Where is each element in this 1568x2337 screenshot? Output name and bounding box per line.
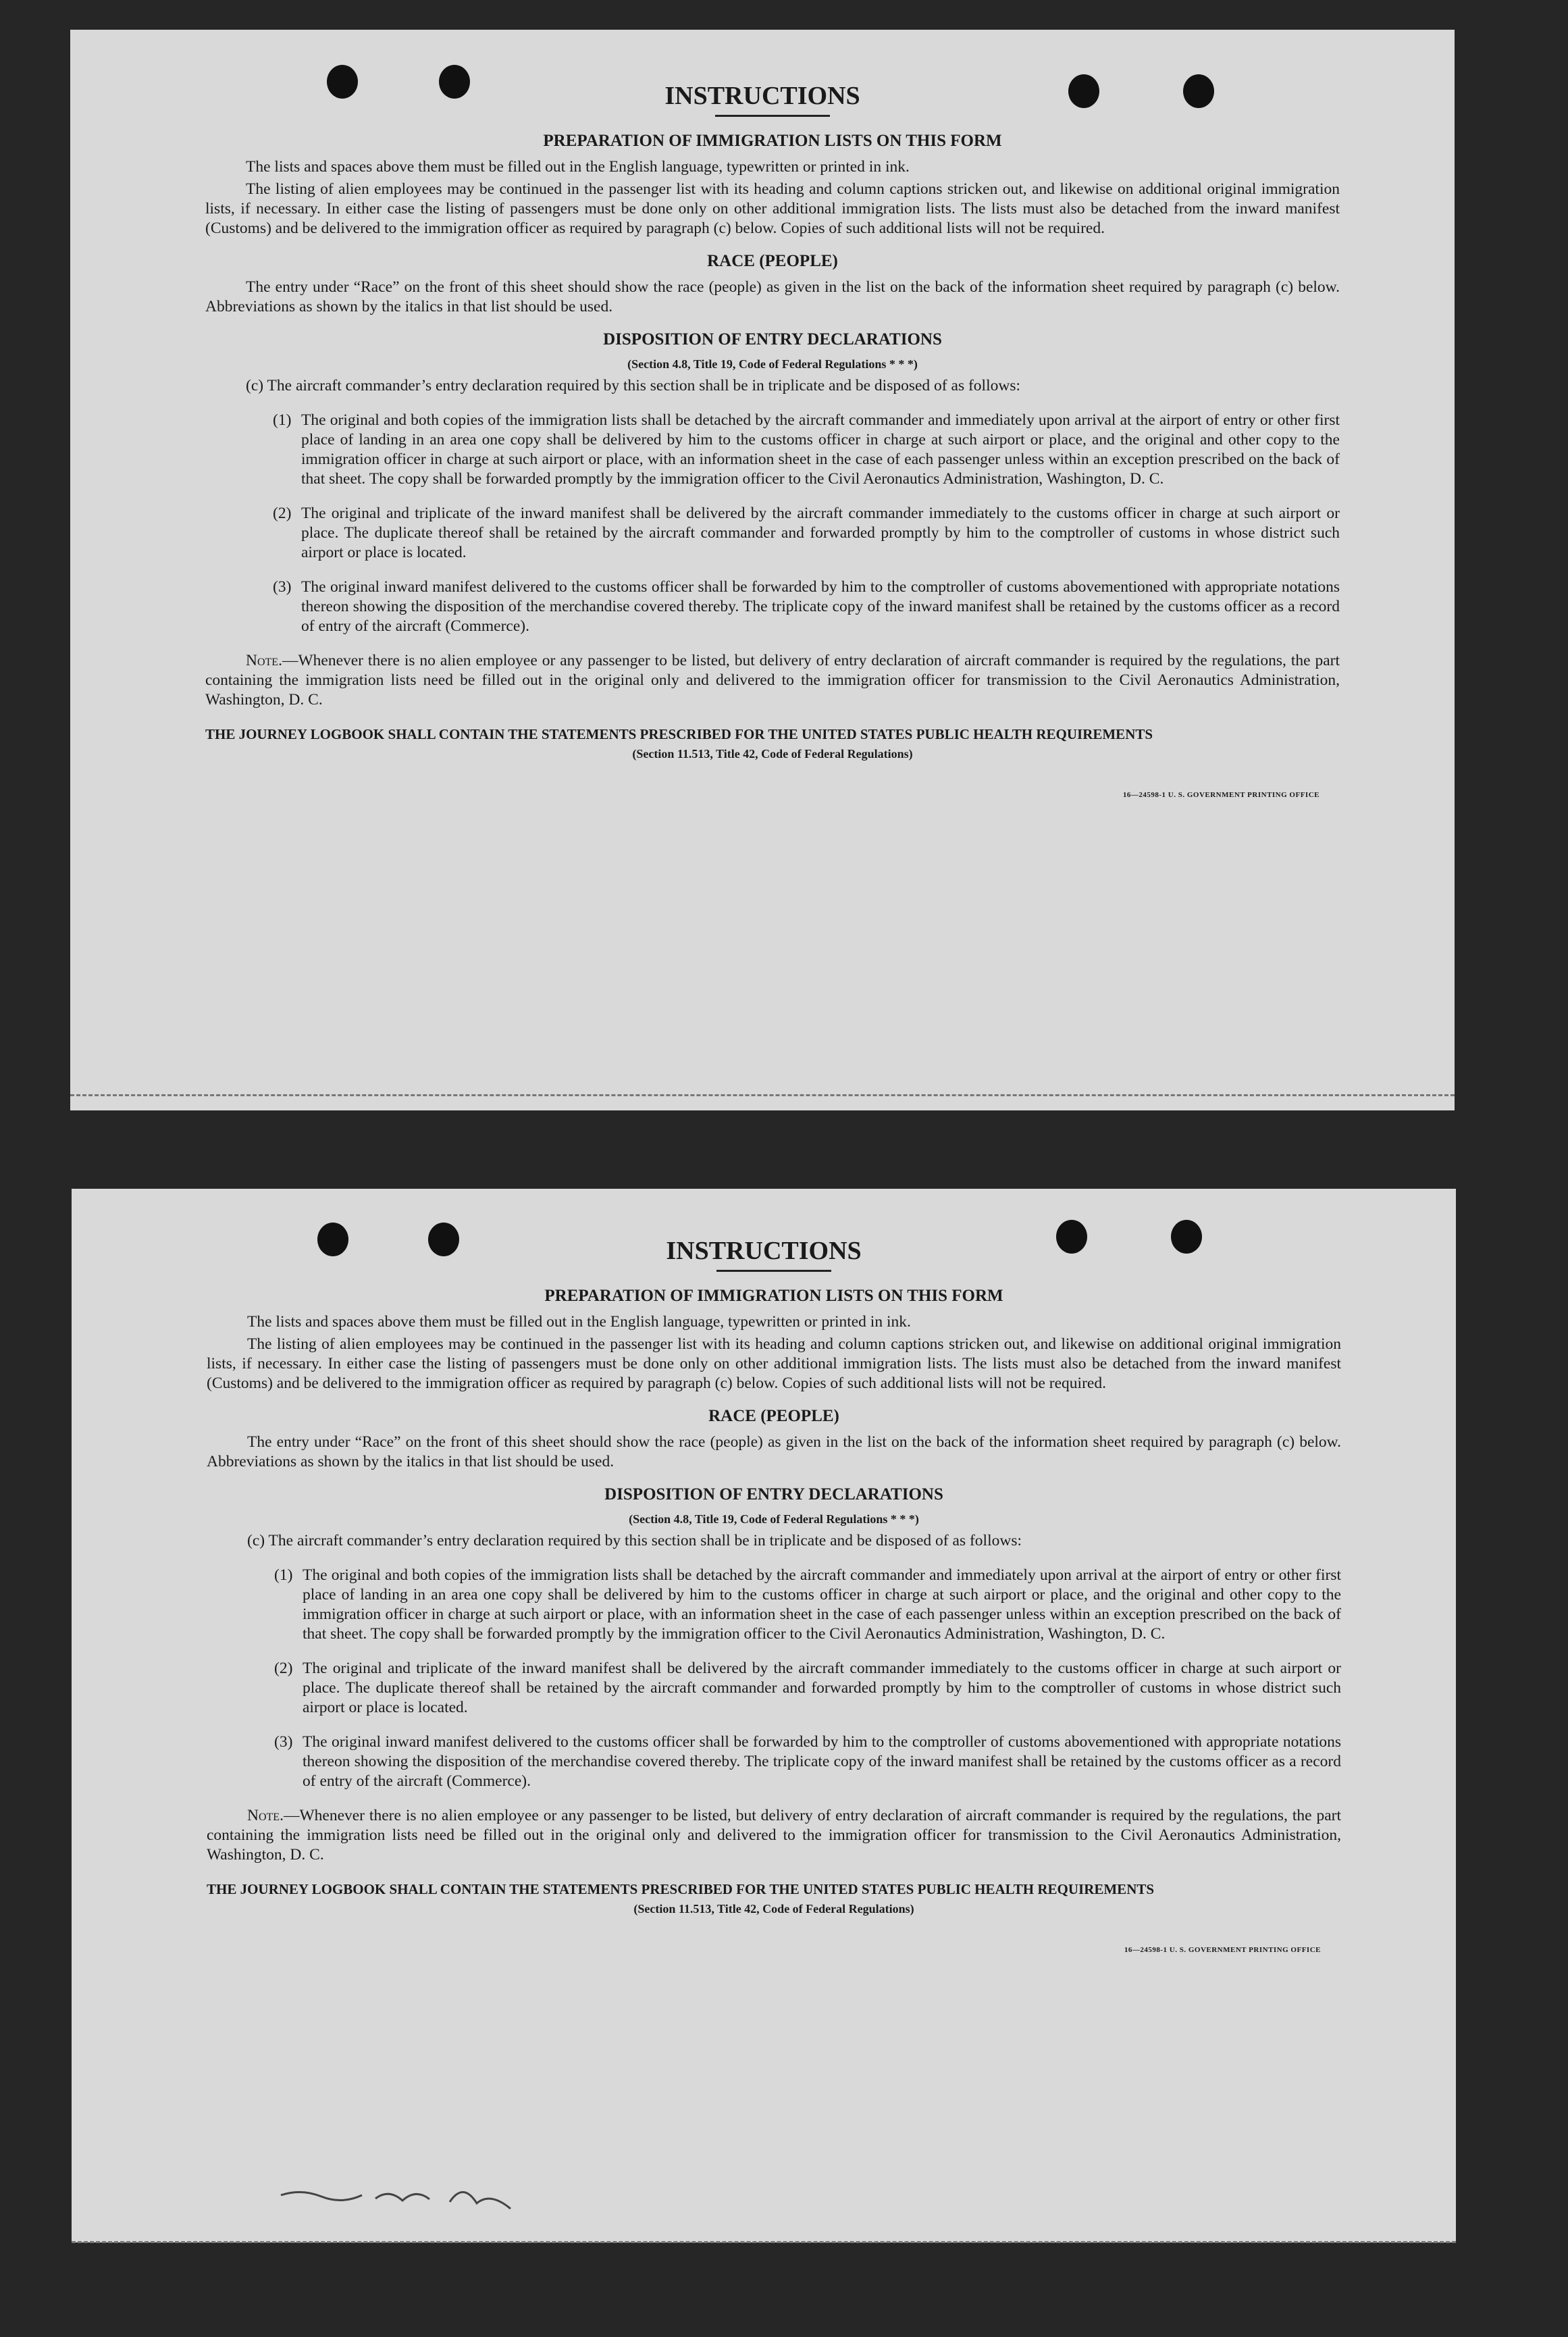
list-item [205, 411, 1340, 489]
paragraph: The entry under “Race” on the front of this sheet should show the race (people) as given in the list on the back of the information sheet required by paragraph (c) below. Abbreviations as shown by the italics in that list should be used. [205, 278, 1340, 315]
paragraph: The entry under “Race” on the front of this sheet should show the race (people) as given in the list on the back of the information sheet required by paragraph (c) below. Abbreviations as shown by the italics in that list should be used. [207, 1433, 1341, 1470]
paragraph: The lists and spaces above them must be filled out in the English language, typewritten or printed in ink. [247, 1313, 911, 1331]
item-text: The original and both copies of the immigration lists shall be detached by the aircraft commander and immediately upon arrival at the airport of entry or other first place of landing in an area one copy shall be delivered by him to the customs officer in charge at such airport or place, and the original and other copy to the immigration officer in charge at such airport or place, with an information sheet in the case of each passenger unless within an exception prescribed on the back of that sheet. The copy shall be forwarded promptly by the immigration officer to the Civil Aeronautics Administration, Washington, D. C. [301, 411, 1340, 488]
document-page-1 [70, 30, 1455, 1110]
list-item [205, 577, 1340, 636]
note-label: Note. [246, 652, 282, 669]
printer-imprint: 16—24598-1 U. S. GOVERNMENT PRINTING OFFICE [1122, 791, 1319, 799]
page-content [207, 1236, 1341, 1960]
item-text: The original inward manifest delivered to the customs officer shall be forwarded by him to the comptroller of customs abovementioned with appropriate notations thereon showing the disposition of the merchandise covered thereby. The triplicate copy of the inward manifest shall be retained by the customs officer as a record of entry of the aircraft (Commerce). [301, 578, 1340, 635]
note-text: —Whenever there is no alien employee or any passenger to be listed, but delivery of entry declaration of aircraft commander is required by the regulations, the part containing the immigration lists need be filled out in the original only and delivered to the immigration officer for transmission to the Civil Aeronautics Administration, Washington, D. C. [205, 652, 1340, 709]
page-title: INSTRUCTIONS [664, 82, 860, 110]
section-heading-race: RACE (PEOPLE) [707, 252, 838, 270]
tear-line [70, 1094, 1455, 1096]
list-item [207, 1732, 1341, 1791]
item-number: (2) [273, 505, 292, 522]
note-label: Note. [247, 1807, 284, 1824]
item-text: The original and triplicate of the inward manifest shall be delivered by the aircraft commander immediately to the customs officer in charge at such airport or place. The duplicate thereof shall be retained by the aircraft commander and forwarded promptly by him to the comptroller of customs in whose district such airport or place is located. [301, 505, 1340, 561]
paragraph: (c) The aircraft commander’s entry declaration required by this section shall be in triplicate and be disposed of as follows: [246, 377, 1020, 394]
title-rule [716, 1270, 831, 1272]
handwritten-scrawl [274, 2168, 531, 2215]
journey-statement: THE JOURNEY LOGBOOK SHALL CONTAIN THE STATEMENTS PRESCRIBED FOR THE UNITED STATES PUBLIC HEALTH REQUIREMENTS [205, 726, 1153, 742]
paragraph: The lists and spaces above them must be filled out in the English language, typewritten or printed in ink. [246, 158, 910, 176]
document-page-2 [72, 1189, 1456, 2242]
item-number: (1) [273, 411, 292, 429]
paragraph: (c) The aircraft commander’s entry declaration required by this section shall be in triplicate and be disposed of as follows: [247, 1532, 1022, 1549]
item-number: (2) [274, 1660, 293, 1677]
list-item [207, 1659, 1341, 1718]
note-text: —Whenever there is no alien employee or any passenger to be listed, but delivery of entry declaration of aircraft commander is required by the regulations, the part containing the immigration lists need be filled out in the original only and delivered to the immigration officer for transmission to the Civil Aeronautics Administration, Washington, D. C. [207, 1807, 1341, 1864]
journey-citation: (Section 11.513, Title 42, Code of Federal Regulations) [632, 747, 913, 761]
item-text: The original and triplicate of the inward manifest shall be delivered by the aircraft commander immediately to the customs officer in charge at such airport or place. The duplicate thereof shall be retained by the aircraft commander and forwarded promptly by him to the comptroller of customs in whose district such airport or place is located. [303, 1660, 1341, 1716]
list-item [207, 1566, 1341, 1644]
paragraph: The listing of alien employees may be continued in the passenger list with its heading and column captions stricken out, and likewise on additional original immigration lists, if necessary. In either case the listing of passengers must be done only on other additional immigration lists. The lists must also be detached from the inward manifest (Customs) and be delivered to the immigration officer as required by paragraph (c) below. Copies of such additional lists will not be required. [207, 1335, 1341, 1392]
section-heading-preparation: PREPARATION OF IMMIGRATION LISTS ON THIS FORM [543, 132, 1002, 150]
printer-imprint: 16—24598-1 U. S. GOVERNMENT PRINTING OFFICE [1124, 1946, 1321, 1954]
item-text: The original and both copies of the immigration lists shall be detached by the aircraft commander and immediately upon arrival at the airport of entry or other first place of landing in an area one copy shall be delivered by him to the customs officer in charge at such airport or place, and the original and other copy to the immigration officer in charge at such airport or place, with an information sheet in the case of each passenger unless within an exception prescribed on the back of that sheet. The copy shall be forwarded promptly by the immigration officer to the Civil Aeronautics Administration, Washington, D. C. [303, 1566, 1341, 1643]
page-title: INSTRUCTIONS [666, 1237, 862, 1265]
page-content [205, 81, 1340, 805]
section-heading-race: RACE (PEOPLE) [708, 1407, 839, 1425]
list-item [205, 504, 1340, 563]
tear-line [72, 2241, 1456, 2243]
section-heading-preparation: PREPARATION OF IMMIGRATION LISTS ON THIS FORM [544, 1287, 1003, 1305]
journey-citation: (Section 11.513, Title 42, Code of Federal Regulations) [633, 1902, 914, 1916]
section-heading-disposition: DISPOSITION OF ENTRY DECLARATIONS [603, 330, 942, 349]
section-heading-disposition: DISPOSITION OF ENTRY DECLARATIONS [604, 1485, 943, 1504]
section-citation: (Section 4.8, Title 19, Code of Federal Regulations * * *) [629, 1512, 919, 1526]
item-number: (3) [274, 1733, 293, 1751]
paragraph: The listing of alien employees may be continued in the passenger list with its heading and column captions stricken out, and likewise on additional original immigration lists, if necessary. In either case the listing of passengers must be done only on other additional immigration lists. The lists must also be detached from the inward manifest (Customs) and be delivered to the immigration officer as required by paragraph (c) below. Copies of such additional lists will not be required. [205, 180, 1340, 237]
item-text: The original inward manifest delivered to the customs officer shall be forwarded by him to the comptroller of customs abovementioned with appropriate notations thereon showing the disposition of the merchandise covered thereby. The triplicate copy of the inward manifest shall be retained by the customs officer as a record of entry of the aircraft (Commerce). [303, 1733, 1341, 1790]
item-number: (1) [274, 1566, 293, 1584]
note-paragraph [205, 651, 1340, 710]
section-citation: (Section 4.8, Title 19, Code of Federal Regulations * * *) [627, 357, 918, 371]
journey-statement: THE JOURNEY LOGBOOK SHALL CONTAIN THE STATEMENTS PRESCRIBED FOR THE UNITED STATES PUBLIC HEALTH REQUIREMENTS [207, 1881, 1155, 1897]
title-rule [715, 115, 830, 117]
item-number: (3) [273, 578, 292, 596]
note-paragraph [207, 1806, 1341, 1865]
